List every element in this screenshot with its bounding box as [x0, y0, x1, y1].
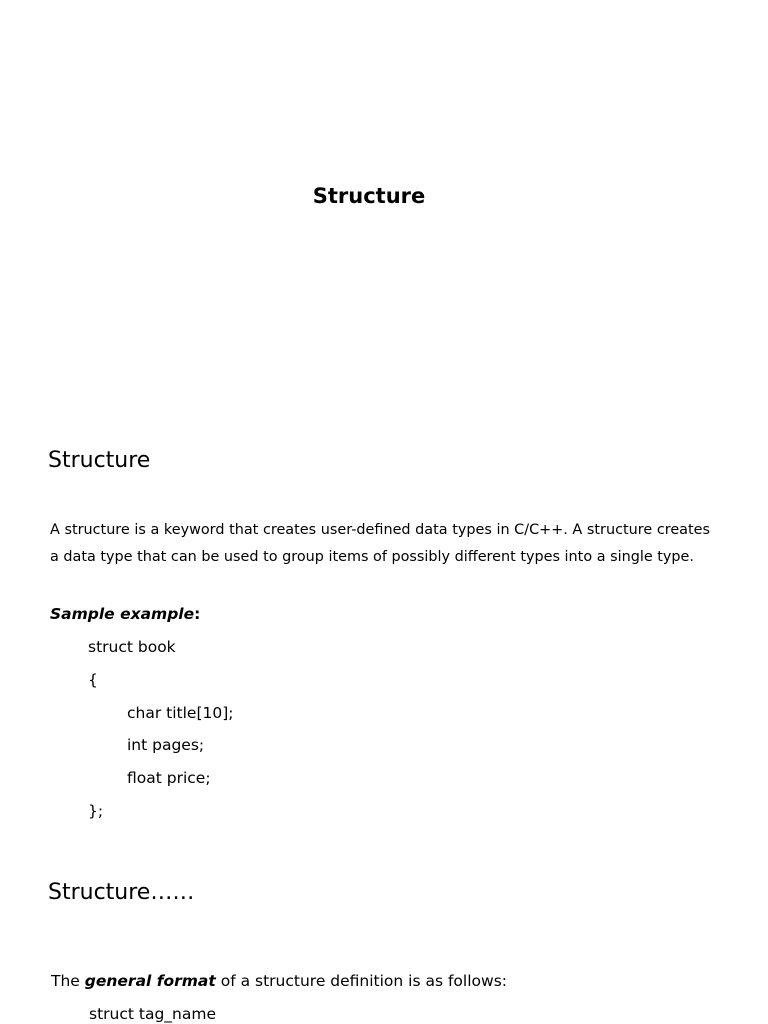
- structure-definition-paragraph: A structure is a keyword that creates user-defined data types in C/C++. A structure creates a data type that can be used to group items of possibly different types into a single type.: [50, 522, 710, 565]
- sample-example-text: Sample example: [50, 605, 195, 623]
- sample-example-label: [50, 605, 200, 623]
- code-line-price: float price;: [127, 769, 211, 787]
- title-slide: [0, 0, 768, 420]
- code-line-struct-book: struct book: [88, 638, 176, 656]
- general-format-suffix: of a structure definition is as follows:: [215, 972, 507, 990]
- slide1-heading: Structure: [48, 448, 151, 473]
- code-line-open-brace: {: [88, 671, 98, 689]
- sample-example-colon: :: [194, 605, 201, 623]
- page-title: Structure: [312, 184, 426, 208]
- code-line-struct-tag-name: struct tag_name: [89, 1005, 216, 1023]
- code-line-pages: int pages;: [127, 736, 205, 754]
- code-line-title: char title[10];: [127, 704, 234, 722]
- slide2-heading: Structure……: [48, 880, 195, 905]
- general-format-prefix: The: [51, 972, 85, 990]
- code-line-close-brace: };: [88, 802, 104, 820]
- general-format-paragraph: [51, 972, 507, 990]
- general-format-emphasis: general format: [84, 972, 216, 990]
